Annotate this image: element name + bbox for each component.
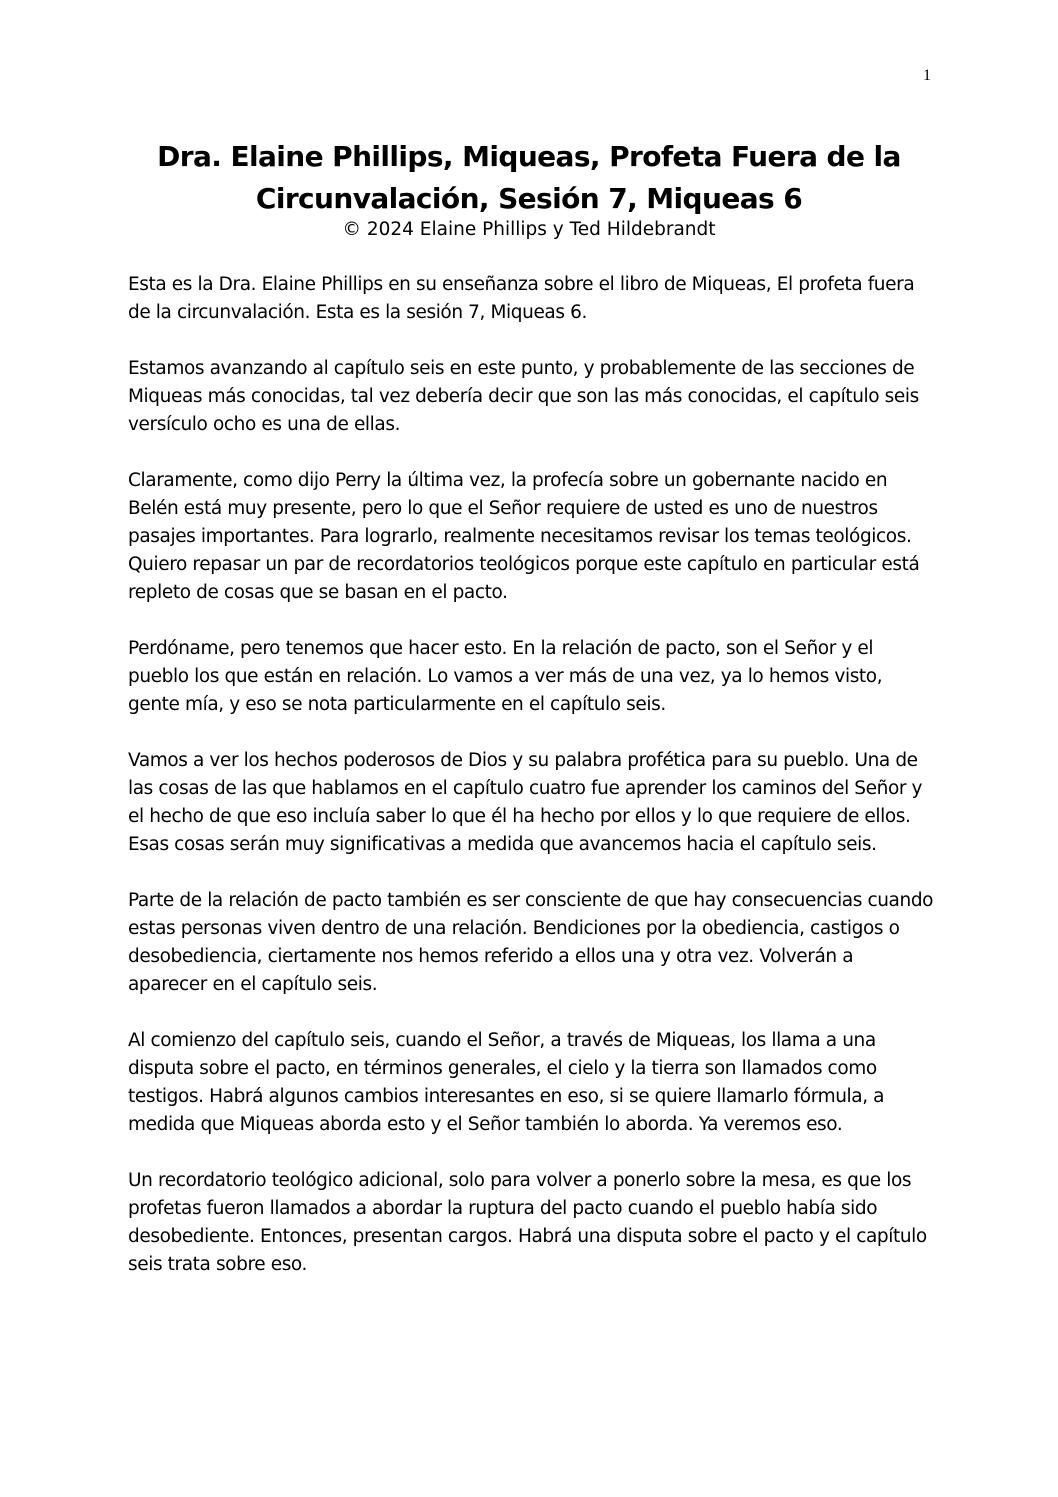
paragraph: Vamos a ver los hechos poderosos de Dios y su palabra profética para su pueblo. Una de las cosas de las que hablamos en el capítulo cuatro fue aprender los caminos del Señor y el hecho de que eso incluía saber lo que él ha hecho por ellos y lo que requiere de ellos. Esas cosas serán muy significativas a medida que avancemos hacia el capítulo seis. (128, 750, 923, 855)
paragraph: Estamos avanzando al capítulo seis en este punto, y probablemente de las secciones de Miqueas más conocidas, tal vez debería decir que son las más conocidas, el capítulo seis versículo ocho es una de ellas. (128, 358, 919, 435)
document-title: Dra. Elaine Phillips, Miqueas, Profeta Fuera de la Circunvalación, Sesión 7, Miqueas 6 (157, 140, 901, 215)
paragraph: Esta es la Dra. Elaine Phillips en su enseñanza sobre el libro de Miqueas, El profeta fuera de la circunvalación. Esta es la sesión 7, Miqueas 6. (128, 274, 915, 323)
document-header (128, 136, 930, 243)
copyright-line: © 2024 Elaine Phillips y Ted Hildebrandt (342, 219, 716, 240)
paragraph: Parte de la relación de pacto también es ser consciente de que hay consecuencias cuando estas personas viven dentro de una relación. Bendiciones por la obediencia, castigos o desobediencia, ciertamente nos hemos referido a ellos una y otra vez. Volverán a aparecer en el capítulo seis. (128, 890, 934, 995)
paragraph: Al comienzo del capítulo seis, cuando el Señor, a través de Miqueas, los llama a una disputa sobre el pacto, en términos generales, el cielo y la tierra son llamados como testigos. Habrá algunos cambios interesantes en eso, si se quiere llamarlo fórmula, a medida que Miqueas aborda esto y el Señor también lo aborda. Ya veremos eso. (128, 1030, 885, 1135)
paragraph: Un recordatorio teológico adicional, solo para volver a ponerlo sobre la mesa, es que los profetas fueron llamados a abordar la ruptura del pacto cuando el pueblo había sido desobediente. Entonces, presentan cargos. Habrá una disputa sobre el pacto y el capítulo seis trata sobre eso. (128, 1170, 927, 1275)
document-body (128, 271, 934, 1307)
paragraph: Perdóname, pero tenemos que hacer esto. En la relación de pacto, son el Señor y el pueblo los que están en relación. Lo vamos a ver más de una vez, ya lo hemos visto, gente mía, y eso se nota particularmente en el capítulo seis. (128, 638, 883, 715)
paragraph: Claramente, como dijo Perry la última vez, la profecía sobre un gobernante nacido en Belén está muy presente, pero lo que el Señor requiere de usted es uno de nuestros pasajes importantes. Para lograrlo, realmente necesitamos revisar los temas teológicos. Quiero repasar un par de recordatorios teológicos porque este capítulo en particular está repleto de cosas que se basan en el pacto. (128, 470, 920, 603)
page-number: 1 (923, 67, 931, 84)
